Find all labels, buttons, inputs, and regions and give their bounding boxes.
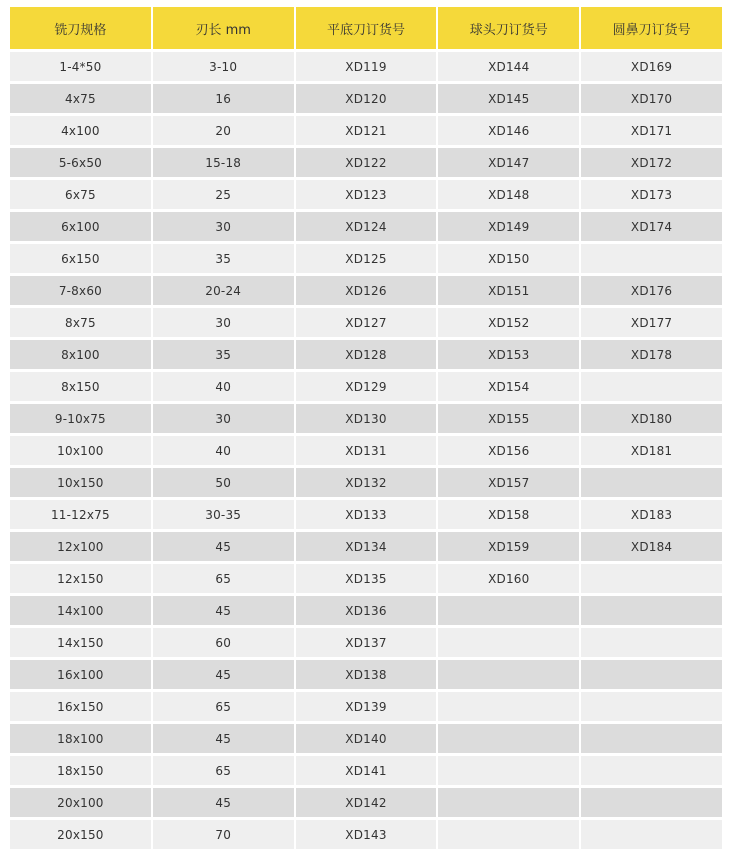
cell-flat-end-order-no: XD143 [296, 820, 437, 849]
table-row [10, 628, 722, 657]
cell-corner-radius-order-no: XD174 [581, 212, 722, 241]
cell-corner-radius-order-no: XD177 [581, 308, 722, 337]
cell-cutter-spec: 10x150 [10, 468, 151, 497]
cell-flat-end-order-no: XD127 [296, 308, 437, 337]
table-row [10, 468, 722, 497]
cell-cutter-spec: 8x75 [10, 308, 151, 337]
cell-ball-end-order-no [438, 660, 579, 689]
cell-flat-end-order-no: XD133 [296, 500, 437, 529]
cell-blade-length: 70 [153, 820, 294, 849]
cell-cutter-spec: 1-4*50 [10, 52, 151, 81]
cell-corner-radius-order-no: XD181 [581, 436, 722, 465]
header-blade-length: 刃长 mm [153, 7, 294, 49]
cell-ball-end-order-no: XD154 [438, 372, 579, 401]
cell-cutter-spec: 8x150 [10, 372, 151, 401]
cell-ball-end-order-no: XD152 [438, 308, 579, 337]
spec-table [8, 4, 724, 852]
cell-blade-length: 40 [153, 372, 294, 401]
cell-flat-end-order-no: XD129 [296, 372, 437, 401]
table-row [10, 372, 722, 401]
header-ball-end-order-no: 球头刀订货号 [438, 7, 579, 49]
cell-corner-radius-order-no [581, 372, 722, 401]
cell-cutter-spec: 14x100 [10, 596, 151, 625]
cell-ball-end-order-no: XD158 [438, 500, 579, 529]
table-row [10, 660, 722, 689]
table-row [10, 276, 722, 305]
cell-blade-length: 50 [153, 468, 294, 497]
cell-cutter-spec: 20x150 [10, 820, 151, 849]
cell-ball-end-order-no: XD151 [438, 276, 579, 305]
header-flat-end-order-no: 平底刀订货号 [296, 7, 437, 49]
cell-ball-end-order-no: XD157 [438, 468, 579, 497]
table-row [10, 116, 722, 145]
cell-blade-length: 45 [153, 660, 294, 689]
cell-blade-length: 30 [153, 404, 294, 433]
cell-corner-radius-order-no: XD173 [581, 180, 722, 209]
cell-flat-end-order-no: XD125 [296, 244, 437, 273]
cell-blade-length: 45 [153, 596, 294, 625]
cell-corner-radius-order-no [581, 724, 722, 753]
cell-blade-length: 30-35 [153, 500, 294, 529]
cell-ball-end-order-no: XD147 [438, 148, 579, 177]
cell-corner-radius-order-no [581, 756, 722, 785]
cell-ball-end-order-no [438, 596, 579, 625]
cell-blade-length: 30 [153, 212, 294, 241]
cell-blade-length: 3-10 [153, 52, 294, 81]
cell-ball-end-order-no [438, 628, 579, 657]
table-row [10, 756, 722, 785]
cell-blade-length: 35 [153, 244, 294, 273]
cell-corner-radius-order-no: XD171 [581, 116, 722, 145]
cell-flat-end-order-no: XD139 [296, 692, 437, 721]
cell-flat-end-order-no: XD135 [296, 564, 437, 593]
cell-corner-radius-order-no [581, 820, 722, 849]
cell-flat-end-order-no: XD131 [296, 436, 437, 465]
cell-corner-radius-order-no [581, 468, 722, 497]
cell-cutter-spec: 8x100 [10, 340, 151, 369]
cell-blade-length: 30 [153, 308, 294, 337]
cell-ball-end-order-no: XD146 [438, 116, 579, 145]
cell-cutter-spec: 20x100 [10, 788, 151, 817]
table-row [10, 84, 722, 113]
cell-ball-end-order-no: XD155 [438, 404, 579, 433]
table-row [10, 788, 722, 817]
cell-blade-length: 60 [153, 628, 294, 657]
cell-cutter-spec: 4x100 [10, 116, 151, 145]
cell-flat-end-order-no: XD137 [296, 628, 437, 657]
cell-flat-end-order-no: XD138 [296, 660, 437, 689]
cell-blade-length: 65 [153, 692, 294, 721]
cell-ball-end-order-no: XD145 [438, 84, 579, 113]
cell-cutter-spec: 18x100 [10, 724, 151, 753]
cell-ball-end-order-no [438, 724, 579, 753]
cell-blade-length: 65 [153, 756, 294, 785]
cell-corner-radius-order-no [581, 660, 722, 689]
cell-corner-radius-order-no [581, 628, 722, 657]
cell-cutter-spec: 18x150 [10, 756, 151, 785]
cell-blade-length: 25 [153, 180, 294, 209]
cell-ball-end-order-no: XD159 [438, 532, 579, 561]
cell-corner-radius-order-no: XD178 [581, 340, 722, 369]
cell-ball-end-order-no: XD160 [438, 564, 579, 593]
cell-cutter-spec: 10x100 [10, 436, 151, 465]
table-row [10, 596, 722, 625]
table-row [10, 148, 722, 177]
cell-flat-end-order-no: XD136 [296, 596, 437, 625]
table-row [10, 244, 722, 273]
cell-flat-end-order-no: XD140 [296, 724, 437, 753]
cell-blade-length: 45 [153, 788, 294, 817]
cell-blade-length: 40 [153, 436, 294, 465]
table-row [10, 180, 722, 209]
cell-cutter-spec: 6x75 [10, 180, 151, 209]
table-row [10, 52, 722, 81]
cell-flat-end-order-no: XD141 [296, 756, 437, 785]
cell-cutter-spec: 11-12x75 [10, 500, 151, 529]
cell-flat-end-order-no: XD123 [296, 180, 437, 209]
header-cutter-spec: 铣刀规格 [10, 7, 151, 49]
cell-corner-radius-order-no: XD180 [581, 404, 722, 433]
cell-cutter-spec: 16x100 [10, 660, 151, 689]
cell-corner-radius-order-no [581, 244, 722, 273]
cell-cutter-spec: 6x100 [10, 212, 151, 241]
cell-cutter-spec: 7-8x60 [10, 276, 151, 305]
cell-ball-end-order-no [438, 820, 579, 849]
table-row [10, 692, 722, 721]
header-row [10, 7, 722, 49]
cell-ball-end-order-no: XD153 [438, 340, 579, 369]
header-corner-radius-order-no: 圆鼻刀订货号 [581, 7, 722, 49]
cell-ball-end-order-no: XD144 [438, 52, 579, 81]
table-row [10, 500, 722, 529]
cell-ball-end-order-no: XD150 [438, 244, 579, 273]
cell-cutter-spec: 4x75 [10, 84, 151, 113]
cell-ball-end-order-no [438, 756, 579, 785]
cell-corner-radius-order-no: XD183 [581, 500, 722, 529]
cell-flat-end-order-no: XD124 [296, 212, 437, 241]
cell-flat-end-order-no: XD130 [296, 404, 437, 433]
table-row [10, 436, 722, 465]
cell-ball-end-order-no [438, 692, 579, 721]
cell-corner-radius-order-no: XD170 [581, 84, 722, 113]
cell-flat-end-order-no: XD134 [296, 532, 437, 561]
cell-ball-end-order-no: XD148 [438, 180, 579, 209]
table-row [10, 212, 722, 241]
cell-blade-length: 20 [153, 116, 294, 145]
cell-flat-end-order-no: XD120 [296, 84, 437, 113]
cell-blade-length: 35 [153, 340, 294, 369]
spec-table-container [10, 7, 722, 852]
cell-cutter-spec: 16x150 [10, 692, 151, 721]
cell-cutter-spec: 6x150 [10, 244, 151, 273]
cell-corner-radius-order-no: XD169 [581, 52, 722, 81]
cell-blade-length: 15-18 [153, 148, 294, 177]
cell-cutter-spec: 12x150 [10, 564, 151, 593]
table-row [10, 340, 722, 369]
cell-ball-end-order-no [438, 788, 579, 817]
table-body [10, 52, 722, 849]
cell-corner-radius-order-no [581, 788, 722, 817]
cell-ball-end-order-no: XD149 [438, 212, 579, 241]
table-row [10, 564, 722, 593]
cell-flat-end-order-no: XD119 [296, 52, 437, 81]
cell-flat-end-order-no: XD132 [296, 468, 437, 497]
cell-corner-radius-order-no: XD172 [581, 148, 722, 177]
table-row [10, 820, 722, 849]
cell-blade-length: 16 [153, 84, 294, 113]
cell-blade-length: 65 [153, 564, 294, 593]
table-row [10, 308, 722, 337]
cell-corner-radius-order-no: XD184 [581, 532, 722, 561]
table-row [10, 724, 722, 753]
cell-blade-length: 45 [153, 532, 294, 561]
cell-cutter-spec: 14x150 [10, 628, 151, 657]
cell-flat-end-order-no: XD121 [296, 116, 437, 145]
cell-corner-radius-order-no: XD176 [581, 276, 722, 305]
cell-corner-radius-order-no [581, 564, 722, 593]
cell-blade-length: 45 [153, 724, 294, 753]
cell-flat-end-order-no: XD122 [296, 148, 437, 177]
cell-corner-radius-order-no [581, 692, 722, 721]
cell-flat-end-order-no: XD126 [296, 276, 437, 305]
cell-ball-end-order-no: XD156 [438, 436, 579, 465]
cell-flat-end-order-no: XD142 [296, 788, 437, 817]
cell-cutter-spec: 9-10x75 [10, 404, 151, 433]
table-row [10, 532, 722, 561]
cell-cutter-spec: 5-6x50 [10, 148, 151, 177]
cell-flat-end-order-no: XD128 [296, 340, 437, 369]
cell-corner-radius-order-no [581, 596, 722, 625]
cell-blade-length: 20-24 [153, 276, 294, 305]
table-header [10, 7, 722, 49]
table-row [10, 404, 722, 433]
cell-cutter-spec: 12x100 [10, 532, 151, 561]
